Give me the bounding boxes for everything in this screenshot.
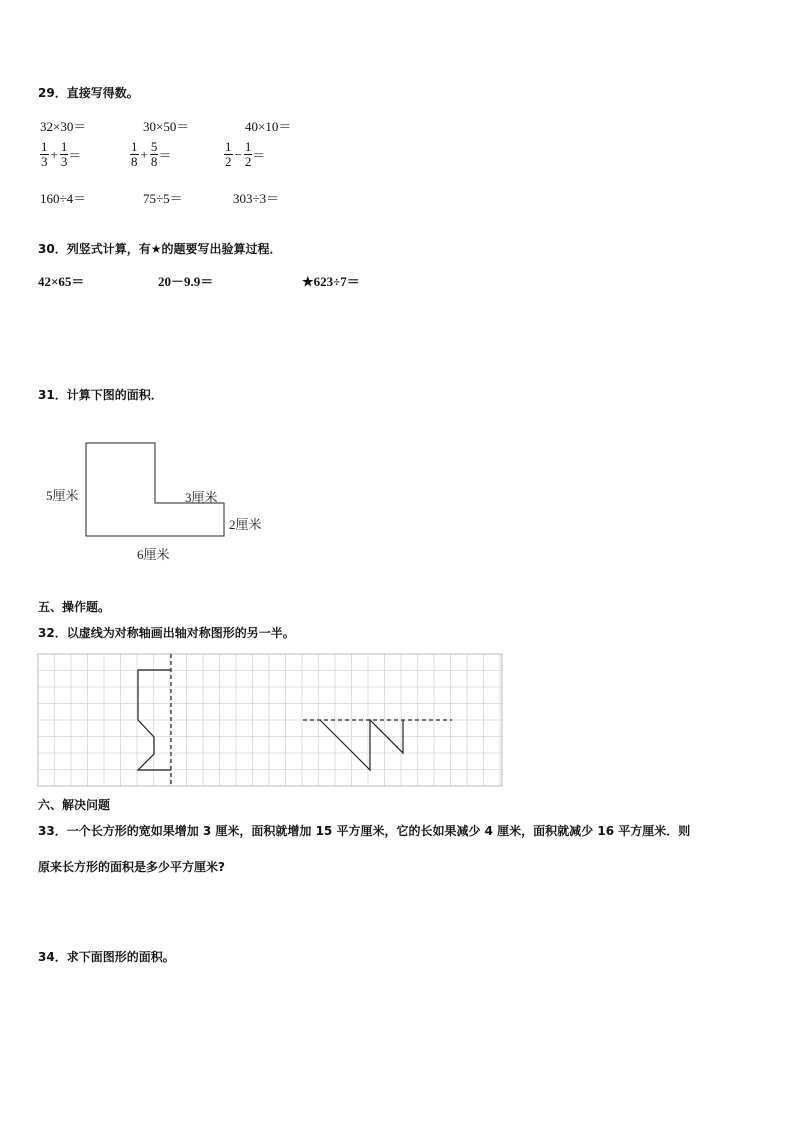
vertical-calc-item: ★623÷7＝ — [302, 274, 360, 289]
fraction-expression: 1 8 + $\frac{5}{8}$ ＝ — [131, 139, 172, 169]
q33-line-one: 33．一个长方形的宽如果增加 3 厘米，面积就增加 15 平方厘米，它的长如果减少 4 厘米，面积就减少 16 平方厘米．则 — [38, 824, 691, 838]
calc-item: 40×10＝ — [245, 119, 292, 134]
bottom-length-label: 6厘米 — [137, 547, 170, 562]
q32-title: 32．以虚线为对称轴画出轴对称图形的另一半。 — [38, 626, 295, 640]
calc-item: 30×50＝ — [143, 119, 190, 134]
section-five-title: 五、操作题。 — [38, 600, 111, 614]
inner-length-label: 3厘米 — [185, 490, 218, 505]
q30-title: 30．列竖式计算，有★的题要写出验算过程． — [38, 242, 282, 256]
q31-title: 31．计算下图的面积． — [38, 388, 163, 402]
fraction-expression: 1 2 − $\frac{1}{2}$ ＝ — [225, 139, 266, 169]
vertical-calc-item: 20－9.9＝ — [158, 274, 214, 289]
calc-item: 303÷3＝ — [233, 191, 280, 206]
calc-item: 160÷4＝ — [40, 191, 87, 206]
calc-item: 75÷5＝ — [143, 191, 183, 206]
fraction-expression: 1 3 + $\frac{1}{3}$ ＝ — [41, 139, 82, 169]
right-length-label: 2厘米 — [229, 517, 262, 532]
q29-title: 29．直接写得数。 — [38, 86, 139, 100]
section-six-title: 六、解决问题 — [38, 798, 111, 812]
upper-half-shape — [320, 720, 403, 770]
q33-line-two: 原来长方形的面积是多少平方厘米? — [38, 860, 225, 874]
left-length-label: 5厘米 — [46, 488, 79, 503]
vertical-calc-item: 42×65＝ — [38, 274, 85, 289]
calc-item: 32×30＝ — [40, 119, 87, 134]
q34-title: 34．求下面图形的面积。 — [38, 950, 175, 964]
